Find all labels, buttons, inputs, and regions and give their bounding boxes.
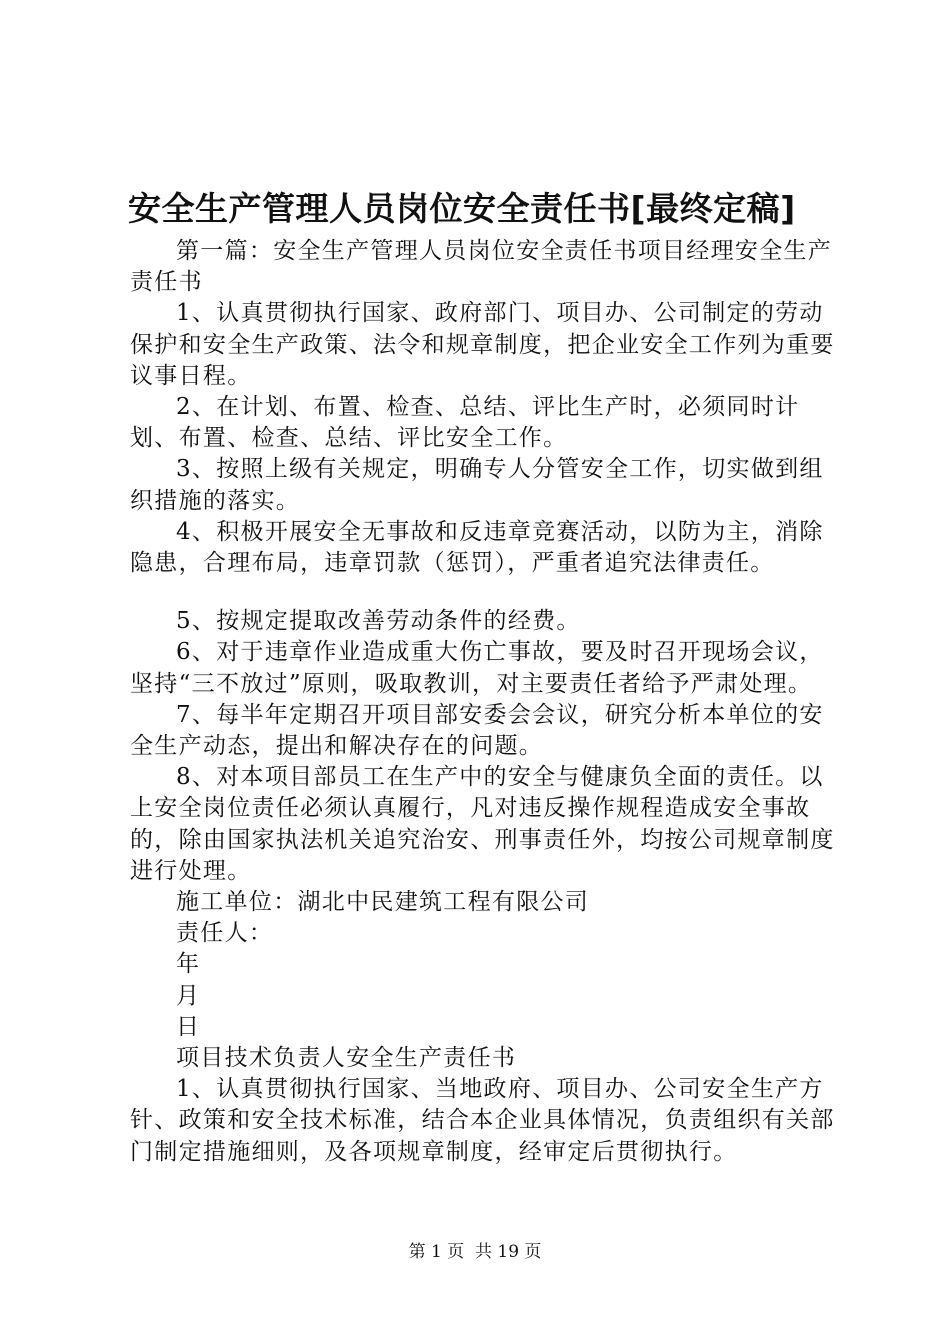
subsection-item-1: 1、认真贯彻执行国家、当地政府、项目办、公司安全生产方针、政策和安全技术标准，结合本企业具体情况，负责组织有关部门制定措施细则，及各项规章制度，经审定后贯彻执行。 [130,1076,835,1165]
document-body [130,236,835,1168]
year-line: 年 [176,951,201,978]
paragraph-section-heading: 第一篇：安全生产管理人员岗位安全责任书项目经理安全生产责任书 [130,238,833,296]
day-line: 日 [176,1013,201,1040]
paragraph-item-6: 6、对于违章作业造成重大伤亡事故，要及时召开现场会议，坚持“三不放过”原则，吸取教训，对主要责任者给予严肃处理。 [130,639,824,697]
paragraph-item-8: 8、对本项目部员工在生产中的安全与健康负全面的责任。以上安全岗位责任必须认真履行，凡对违反操作规程造成安全事故的，除由国家执法机关追究治安、刑事责任外，均按公司规章制度进行处理。 [130,764,835,884]
paragraph-item-5: 5、按规定提取改善劳动条件的经费。 [176,608,581,635]
paragraph-item-7: 7、每半年定期召开项目部安委会会议，研究分析本单位的安全生产动态，提出和解决存在的问题。 [130,701,824,760]
paragraph-item-1: 1、认真贯彻执行国家、政府部门、项目办、公司制定的劳动保护和安全生产政策、法令和规章制度，把企业安全工作列为重要议事日程。 [130,300,835,389]
construction-unit-line: 施工单位：湖北中民建筑工程有限公司 [176,889,590,916]
paragraph-item-3: 3、按照上级有关规定，明确专人分管安全工作，切实做到组织措施的落实。 [130,456,824,514]
month-line: 月 [176,982,201,1009]
subsection-heading: 项目技术负责人安全生产责任书 [176,1045,517,1072]
page-number-footer: 第 1 页 共 19 页 [408,1242,542,1262]
responsible-person-line: 责任人： [176,920,274,947]
paragraph-item-4: 4、积极开展安全无事故和反违章竞赛活动，以防为主，消除隐患，合理布局，违章罚款（惩罚），严重者追究法律责任。 [130,518,824,577]
paragraph-item-2: 2、在计划、布置、检查、总结、评比生产时，必须同时计划、布置、检查、总结、评比安全工作。 [130,394,800,452]
document-title: 安全生产管理人员岗位安全责任书[最终定稿] [128,189,796,228]
